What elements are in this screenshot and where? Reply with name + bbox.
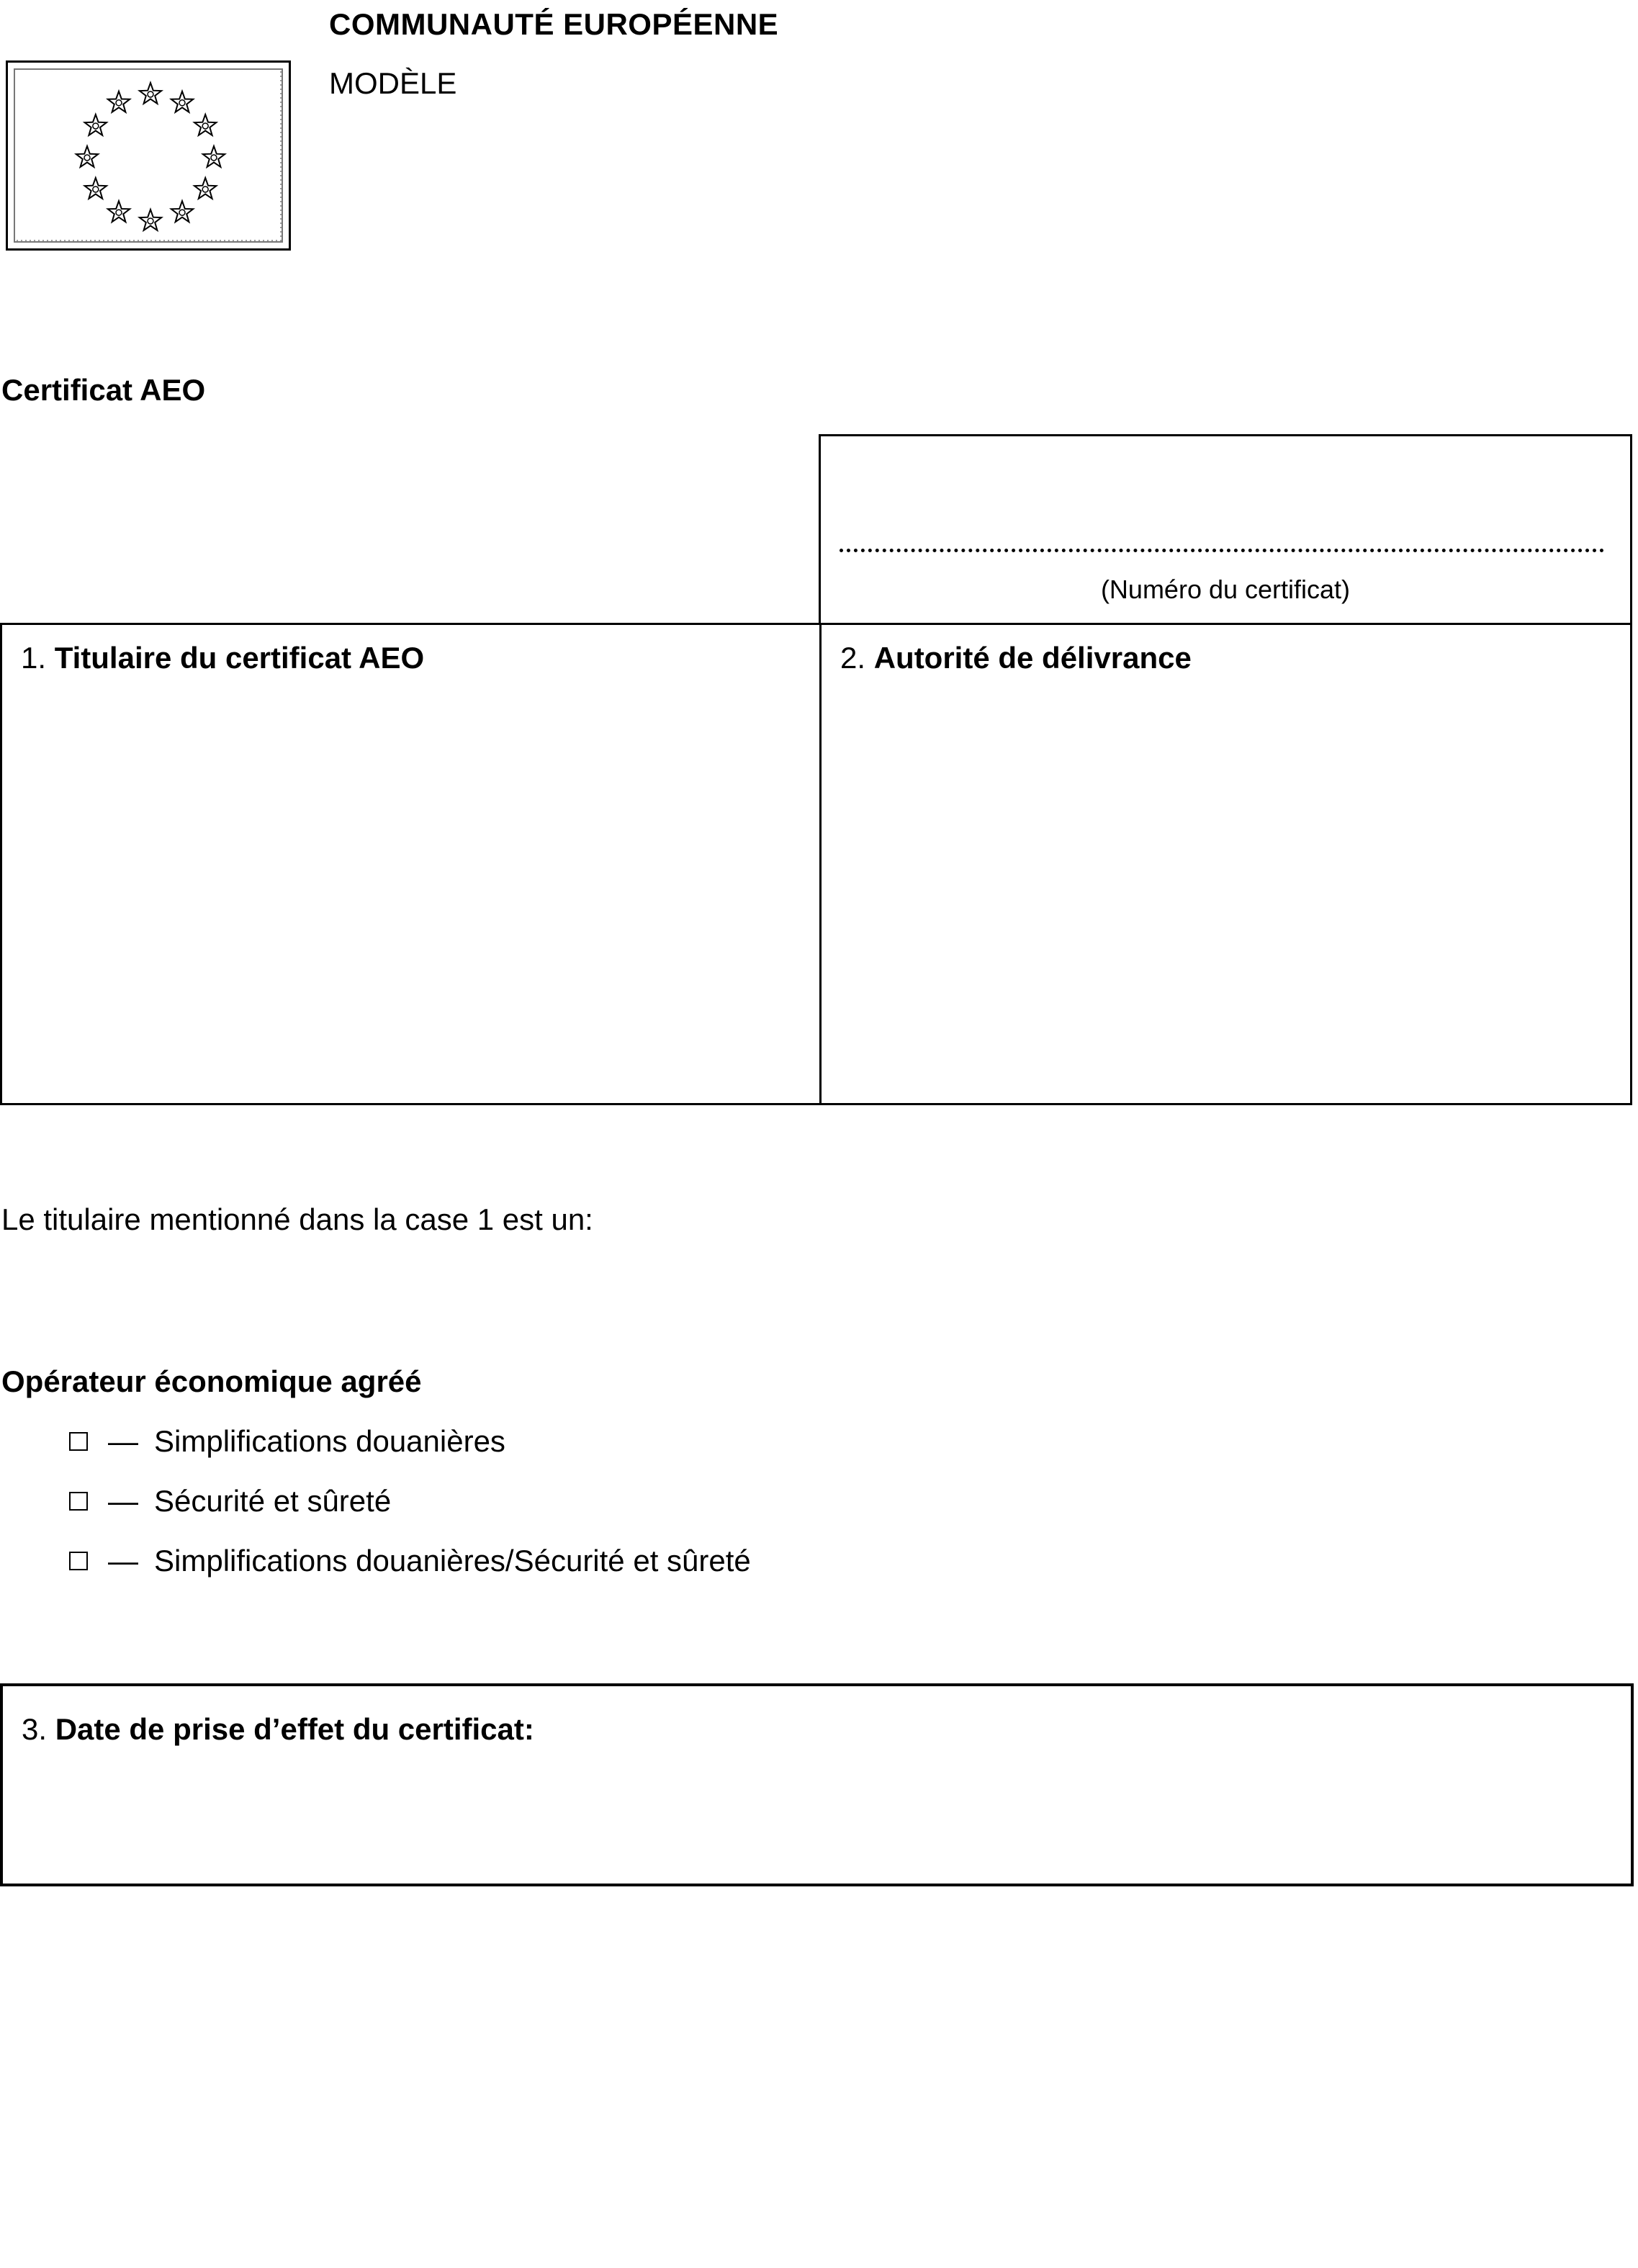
flag-star-icon: [85, 178, 107, 199]
flag-star-icon: [171, 91, 193, 112]
flag-star-icon: [108, 201, 130, 222]
option-customs-simplifications[interactable]: [69, 1426, 505, 1457]
box-1-number: 1.: [21, 641, 47, 675]
eu-flag-icon: [6, 60, 291, 251]
dash: —: [108, 1484, 138, 1518]
flag-star-icon: [85, 114, 107, 135]
column-divider: [819, 625, 822, 1103]
aeo-heading: Opérateur économique agréé: [1, 1364, 422, 1398]
certificate-number-field[interactable]: [840, 549, 1604, 552]
holder-authority-table: [0, 623, 1632, 1105]
box-3-label: Date de prise d’effet du certificat:: [55, 1712, 534, 1746]
flag-star-icon: [108, 91, 130, 112]
holder-sentence: Le titulaire mentionné dans la case 1 est un:: [1, 1202, 593, 1236]
checkbox[interactable]: [69, 1552, 88, 1570]
flag-star-icon: [140, 83, 161, 104]
certificate-title: Certificat AEO: [1, 373, 206, 407]
flag-star-icon: [194, 114, 216, 135]
box-1-heading: [21, 641, 424, 675]
option-security-safety[interactable]: [69, 1486, 391, 1516]
model-label: MODÈLE: [329, 66, 457, 100]
flag-star-icon: [140, 210, 161, 230]
effective-date-box: [0, 1683, 1634, 1886]
box-1-label: Titulaire du certificat AEO: [54, 641, 425, 675]
option-label: Sécurité et sûreté: [154, 1484, 392, 1518]
checkbox[interactable]: [69, 1492, 88, 1511]
flag-star-icon: [76, 146, 98, 167]
box-3-number: 3.: [22, 1712, 48, 1746]
dash: —: [108, 1424, 138, 1458]
box-2-label: Autorité de délivrance: [873, 641, 1192, 675]
option-label: Simplifications douanières: [154, 1424, 505, 1458]
certificate-number-box: [819, 434, 1632, 624]
certificate-number-caption: (Numéro du certificat): [1100, 575, 1351, 604]
box-2-number: 2.: [840, 641, 866, 675]
flag-star-icon: [203, 146, 225, 167]
flag-stars: [8, 63, 293, 253]
option-label: Simplifications douanières/Sécurité et sûreté: [154, 1544, 751, 1578]
flag-star-icon: [194, 178, 216, 199]
option-customs-and-security[interactable]: [69, 1546, 751, 1576]
flag-star-icon: [171, 201, 193, 222]
checkbox[interactable]: [69, 1432, 88, 1451]
community-title: COMMUNAUTÉ EUROPÉENNE: [329, 7, 779, 41]
box-2-heading: [840, 641, 1192, 675]
box-3-heading: [22, 1712, 534, 1747]
dash: —: [108, 1544, 138, 1578]
